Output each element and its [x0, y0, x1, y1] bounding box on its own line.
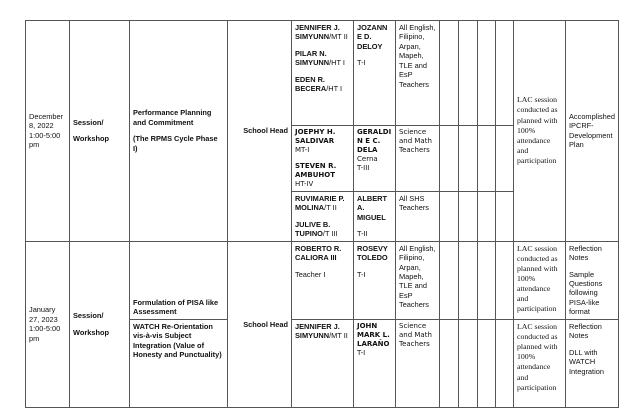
- table-row: [26, 241, 619, 319]
- coordinator-cell: ALBERT A. MIGUEL T-II: [354, 191, 396, 241]
- participants-cell: All English, Filipino, Arpan, Mapeh, TLE and EsP Teachers: [396, 241, 440, 319]
- facilitator-cell: School Head: [228, 21, 292, 242]
- resource-person-cell: JOEPHY H. SALDIVAR MT-I STEVEN R. AMBUHOT HT-IV: [292, 126, 354, 192]
- resource-person-cell: JENNIFER J. SIMYUNN/MT II: [292, 319, 354, 407]
- table-row: [26, 21, 619, 126]
- status-cell: LAC session conducted as planned with 100% attendance and participation: [514, 241, 566, 319]
- coordinator-cell: JOZANNE D. DELOY T-I: [354, 21, 396, 126]
- facilitator-cell: School Head: [228, 241, 292, 407]
- coordinator-cell: ROSEVY TOLEDO T-I: [354, 241, 396, 319]
- status-cell: LAC session conducted as planned with 100% attendance and participation: [514, 319, 566, 407]
- resource-person-cell: ROBERTO R. CALIORA III Teacher I: [292, 241, 354, 319]
- participants-cell: Science and Math Teachers: [396, 126, 440, 192]
- topic-cell: Formulation of PISA like Assessment: [130, 241, 228, 319]
- participants-cell: All English, Filipino, Arpan, Mapeh, TLE and EsP Teachers: [396, 21, 440, 126]
- resource-person-cell: RUVIMARIE P. MOLINA/T II JULIVE B. TUPINO/T III: [292, 191, 354, 241]
- resource-person-cell: JENNIFER J. SIMYUNN/MT II PILAR N. SIMYUNN/HT I EDEN R. BECERA/HT I: [292, 21, 354, 126]
- topic-cell: WATCH Re-Orientation vis-à-vis Subject Integration (Value of Honesty and Punctuality): [130, 319, 228, 407]
- lac-plan-table: [25, 20, 619, 408]
- participants-cell: All SHS Teachers: [396, 191, 440, 241]
- date-cell: January 27, 2023 1:00-5:00 pm: [26, 241, 70, 407]
- session-type-cell: Session/ Workshop: [70, 241, 130, 407]
- status-cell: LAC session conducted as planned with 100% attendance and participation: [514, 21, 566, 242]
- participants-cell: Science and Math Teachers: [396, 319, 440, 407]
- output-cell: Accomplished IPCRF-Development Plan: [566, 21, 619, 242]
- coordinator-cell: GERALDIN E C. DELA Cerna T-III: [354, 126, 396, 192]
- session-type-cell: Session/ Workshop: [70, 21, 130, 242]
- topic-cell: Performance Planning and Commitment (The RPMS Cycle Phase I): [130, 21, 228, 242]
- coordinator-cell: JOHN MARK L. LARAÑO T-I: [354, 319, 396, 407]
- output-cell: Reflection Notes Sample Questions following PISA-like format: [566, 241, 619, 319]
- date-cell: December 8, 2022 1:00-5:00 pm: [26, 21, 70, 242]
- output-cell: Reflection Notes DLL with WATCH Integration: [566, 319, 619, 407]
